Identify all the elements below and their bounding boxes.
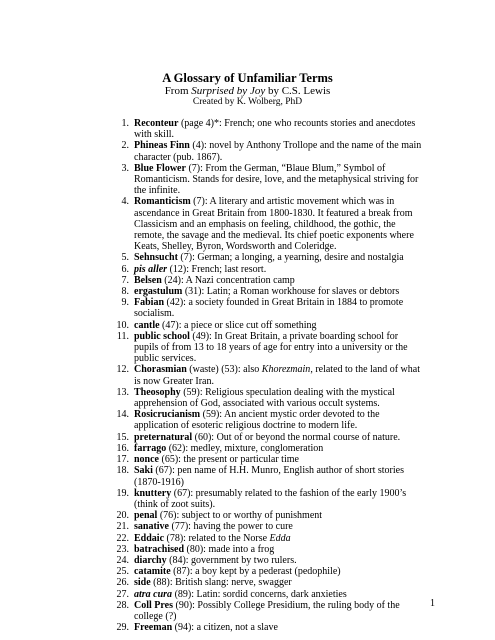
entry-number: 5. (121, 252, 129, 264)
entry-number: 15. (116, 431, 129, 443)
entry-term: farrago (134, 442, 167, 454)
entry-definition: (42): a society founded in Great Britain in 1884 to promote socialism. (134, 297, 404, 320)
entry-number: 6. (121, 263, 129, 275)
entry-term: Rosicrucianism (134, 409, 201, 421)
entry-definition: (59): Religious speculation dealing with the mystical apprehension of God, associated with various occult systems. (134, 386, 395, 410)
entry-term: pis aller (134, 263, 168, 275)
entry-definition: (67): presumably related to the fashion of the early 1900’s (think of zoot suits). (134, 487, 407, 510)
glossary-entry (109, 196, 423, 252)
entry-number: 20. (116, 510, 129, 522)
entry-definition: (77): having the power to cure (169, 521, 293, 533)
entry-definition: (59): An ancient mystic order devoted to the application of esoteric religious doctrine to modern life. (134, 409, 380, 432)
glossary-entry (109, 140, 423, 162)
entry-number: 4. (121, 196, 129, 208)
entry-term: Romanticism (134, 196, 191, 208)
glossary-entry (109, 510, 423, 521)
entry-term: atra cura (134, 588, 173, 600)
entry-number: 10. (116, 319, 129, 331)
entry-term: Saki (134, 465, 153, 477)
page-number: 1 (430, 598, 435, 609)
entry-term: ergastulum (134, 286, 183, 298)
entry-definition: (24): A Nazi concentration camp (161, 274, 295, 286)
entry-number: 16. (116, 442, 129, 454)
entry-number: 29. (116, 622, 129, 634)
entry-term: preternatural (134, 431, 193, 443)
entry-number: 11. (116, 330, 129, 342)
entry-term: side (134, 577, 151, 589)
entry-number: 1. (121, 118, 129, 129)
entry-number: 17. (116, 454, 129, 466)
entry-definition-end: , related to the land of what is now Greater Iran. (134, 364, 420, 387)
entry-number: 27. (116, 588, 129, 600)
entry-term: Fabian (134, 297, 165, 309)
entry-number: 7. (121, 274, 129, 286)
entry-term: diarchy (134, 554, 167, 566)
document-header (0, 71, 495, 108)
glossary-entry (109, 331, 423, 365)
glossary-entry (109, 622, 423, 633)
entry-number: 3. (121, 162, 129, 174)
entry-number: 25. (116, 566, 129, 578)
entry-term: Belsen (134, 274, 162, 286)
glossary-entry (109, 488, 423, 510)
entry-number: 8. (121, 286, 129, 298)
entry-term: Freeman (134, 622, 173, 634)
entry-definition: (waste) (53): also (186, 364, 262, 376)
entry-definition: (76): subject to or worthy of punishment (157, 510, 323, 522)
entry-definition: (4): novel by Anthony Trollope and the name of the main character (pub. 1867). (134, 140, 422, 163)
entry-term: Sehnsucht (134, 252, 178, 264)
glossary-entry (109, 566, 423, 577)
entry-definition: (78): related to the Norse (164, 532, 270, 544)
glossary-entry (109, 589, 423, 600)
entry-term: public school (134, 330, 190, 342)
entry-definition-italic: Khorezmain (261, 364, 311, 376)
entry-definition: (7): A literary and artistic movement which was in ascendance in Great Britain from 1800-1830. It featured a break from Classicism and an emphasis on feeling, childhood, the gothic, the remote, the savage and the medieval. Its chief poetic exponents where Keats, Shelley, Byron, Wordsworth and Coleridge. (134, 196, 414, 253)
entry-term: Eddaic (134, 532, 165, 544)
glossary-entry (109, 454, 423, 465)
entry-term: catamite (134, 566, 171, 578)
glossary-entry (109, 432, 423, 443)
entry-number: 22. (116, 532, 129, 544)
glossary-entry (109, 118, 423, 140)
entry-definition: (80): made into a frog (184, 543, 275, 555)
glossary-entry (109, 600, 423, 622)
entry-term: nonce (134, 454, 159, 466)
glossary-entry (109, 521, 423, 532)
document-title: A Glossary of Unfamiliar Terms (162, 71, 333, 85)
entry-definition: (87): a boy kept by a pederast (pedophile) (170, 566, 341, 578)
author-byline: Created by K. Wolberg, PhD (192, 97, 303, 107)
entry-number: 18. (116, 465, 129, 477)
subtitle-prefix: From (164, 85, 192, 97)
entry-number: 2. (121, 140, 129, 152)
entry-definition: (88): British slang: nerve, swagger (150, 577, 292, 589)
entry-number: 28. (116, 599, 129, 611)
entry-definition: (89): Latin: sordid concerns, dark anxieties (172, 588, 347, 600)
entry-definition: (67): pen name of H.H. Munro, English author of short stories (1870-1916) (134, 465, 404, 488)
entry-term: Theosophy (134, 386, 181, 398)
entry-definition: (90): Possibly College Presidium, the ruling body of the college (?) (134, 599, 400, 622)
glossary-entry (109, 577, 423, 588)
entry-definition: (84): government by two rulers. (166, 554, 297, 566)
entry-number: 14. (116, 409, 129, 421)
glossary-entry (109, 555, 423, 566)
glossary-entry (109, 544, 423, 555)
glossary-entry (109, 409, 423, 431)
entry-number: 23. (116, 543, 129, 555)
entry-term: knuttery (134, 487, 172, 499)
entry-term: penal (134, 510, 158, 522)
entry-number: 21. (116, 521, 129, 533)
entry-term: cantle (134, 319, 160, 331)
glossary-entry (109, 465, 423, 487)
entry-definition: (page 4)*: French; one who recounts stories and anecdotes with skill. (134, 118, 416, 141)
entry-number: 24. (116, 554, 129, 566)
glossary-entry (109, 533, 423, 544)
entry-definition: (31): Latin; a Roman workhouse for slaves or debtors (182, 286, 400, 298)
entry-definition: (12): French; last resort. (167, 263, 267, 275)
book-title: Surprised by Joy (191, 85, 266, 97)
glossary-list (109, 118, 423, 633)
entry-number: 19. (116, 487, 129, 499)
glossary-entry (109, 364, 423, 386)
glossary-entry (109, 320, 423, 331)
entry-definition-italic: Edda (269, 532, 291, 544)
entry-number: 12. (116, 364, 129, 376)
entry-definition: (65): the present or particular time (159, 454, 299, 466)
entry-term: Phineas Finn (134, 140, 190, 152)
entry-term: Blue Flower (134, 162, 186, 174)
entry-number: 9. (121, 297, 129, 309)
glossary-entry (109, 275, 423, 286)
entry-definition: (94): a citizen, not a slave (172, 622, 278, 634)
glossary-entry (109, 297, 423, 319)
entry-number: 26. (116, 577, 129, 589)
subtitle-suffix: by C.S. Lewis (265, 85, 331, 97)
glossary-entry (109, 286, 423, 297)
glossary-entry (109, 252, 423, 263)
glossary-entry (109, 443, 423, 454)
entry-definition: (7): German; a longing, a yearning, desire and nostalgia (177, 252, 404, 264)
entry-term: sanative (134, 521, 169, 533)
glossary-entry (109, 264, 423, 275)
entry-definition: (60): Out of or beyond the normal course of nature. (192, 431, 401, 443)
document-subtitle (0, 85, 495, 97)
entry-definition: (49): In Great Britain, a private boarding school for pupils of from 13 to 18 years of age for entry into a university or the public services. (134, 330, 408, 365)
entry-definition: (7): From the German, “Blaue Blum,” Symbol of Romanticism. Stands for desire, love, and the metaphysical striving for the infinite. (134, 162, 419, 197)
entry-definition: (47): a piece or slice cut off something (159, 319, 317, 331)
entry-number: 13. (116, 386, 129, 398)
entry-term: Chorasmian (134, 364, 187, 376)
entry-term: Coll Pres (134, 599, 173, 611)
entry-definition: (62): medley, mixture, conglomeration (166, 442, 324, 454)
glossary-entry (109, 387, 423, 409)
entry-term: batrachised (134, 543, 184, 555)
entry-term: Reconteur (134, 118, 179, 129)
glossary-entry (109, 163, 423, 197)
